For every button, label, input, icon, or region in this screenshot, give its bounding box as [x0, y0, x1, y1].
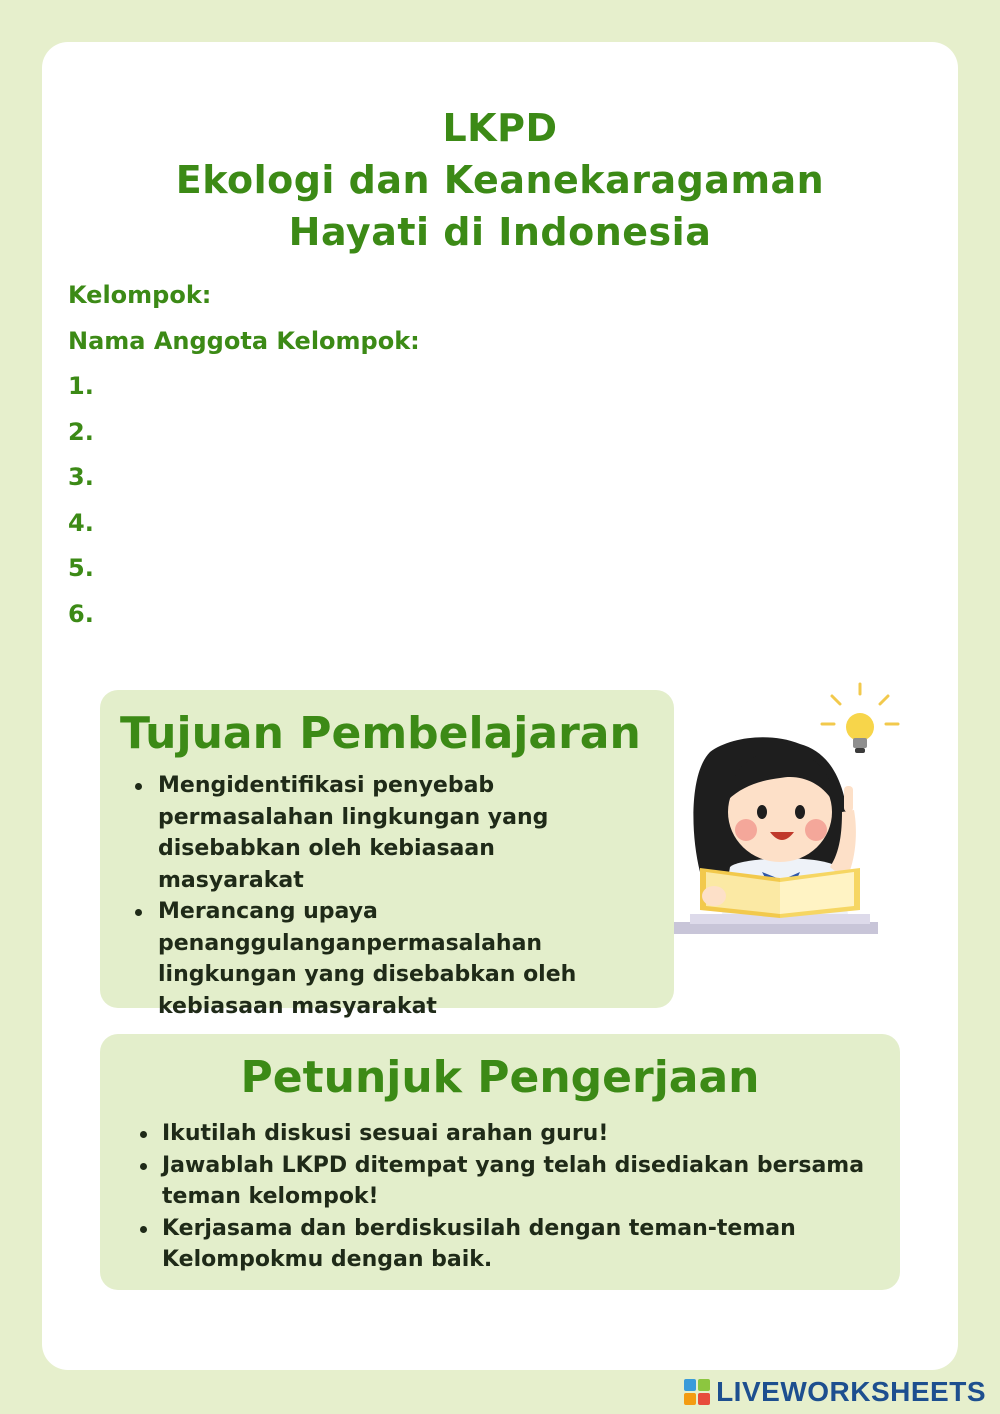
member-number-1: 1. [68, 372, 94, 400]
title-line-1: LKPD [442, 106, 558, 150]
worksheet-card [42, 42, 958, 1370]
student-reading-illustration [670, 682, 910, 952]
instruction-item-3: Kerjasama dan berdiskusilah dengan teman-teman Kelompokmu dengan baik. [100, 1213, 900, 1276]
members-label: Nama Anggota Kelompok: [68, 327, 420, 355]
instructions-title: Petunjuk Pengerjaan [240, 1052, 760, 1103]
member-number-4: 4. [68, 509, 94, 537]
instruction-item-1: Ikutilah diskusi sesuai arahan guru! [100, 1118, 900, 1150]
objectives-box [100, 690, 674, 1019]
member-number-2: 2. [68, 418, 94, 446]
instruction-item-2: Jawablah LKPD ditempat yang telah disediakan bersama teman kelompok! [100, 1150, 900, 1213]
member-number-6: 6. [68, 600, 94, 628]
title-line-2: Ekologi dan Keanekaragaman [175, 158, 825, 202]
instructions-box [100, 1034, 900, 1290]
instructions-list [100, 1118, 900, 1276]
group-label: Kelompok: [68, 281, 212, 309]
objective-item-2: Merancang upaya penanggulanganpermasalahan lingkungan yang disebabkan oleh kebiasaan masyarakat [100, 896, 674, 1022]
objectives-title: Tujuan Pembelajaran [120, 708, 641, 759]
objective-item-1: Mengidentifikasi penyebab permasalahan lingkungan yang disebabkan oleh kebiasaan masyarakat [100, 770, 674, 896]
liveworksheets-logo-icon [684, 1379, 710, 1405]
title-line-3: Hayati di Indonesia [288, 210, 712, 254]
brand-name: LIVEWORKSHEETS [716, 1376, 986, 1407]
liveworksheets-branding[interactable] [684, 1376, 986, 1408]
worksheet-title [42, 102, 958, 258]
member-number-3: 3. [68, 463, 94, 491]
objectives-list [100, 770, 674, 1022]
lightbulb-icon [822, 684, 898, 753]
member-number-5: 5. [68, 554, 94, 582]
